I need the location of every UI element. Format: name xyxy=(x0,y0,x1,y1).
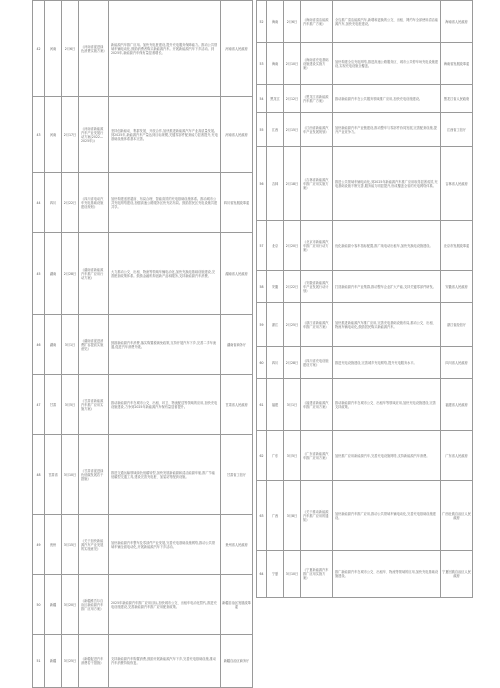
department-cell: 黑龙江省人民政府 xyxy=(441,85,473,113)
row-number: 62 xyxy=(257,431,267,481)
table-row xyxy=(33,315,253,375)
date-cell: 2月17日 xyxy=(62,97,79,173)
department-cell: 广西壮族自治区人民政府 xyxy=(441,481,473,551)
row-number: 64 xyxy=(257,551,267,598)
document-page xyxy=(32,0,472,687)
policy-name-cell: 《四川省电动汽车充电基础设施建设规划》 xyxy=(79,173,109,233)
policy-name-cell: 《江西省新能源汽车产业发展规划》 xyxy=(301,113,333,147)
department-cell: 安徽省人民政府 xyxy=(441,271,473,303)
policy-name-cell: 《吉林省新能源汽车推广应用实施方案》 xyxy=(301,147,333,221)
region-cell: 新疆 xyxy=(45,635,62,688)
region-cell: 海南 xyxy=(267,43,284,85)
table-row xyxy=(257,1,473,43)
table-row xyxy=(257,113,473,147)
row-number: 52 xyxy=(257,1,267,43)
policy-name-cell: 《新疆促进汽车消费若干措施》 xyxy=(79,635,109,688)
department-cell: 新疆自治区商务厅 xyxy=(221,635,253,688)
row-number: 63 xyxy=(257,481,267,551)
department-cell: 宁夏回族自治区人民政府 xyxy=(441,551,473,598)
date-cell: 2月6日 xyxy=(284,1,301,43)
department-cell: 甘肃省人民政府 xyxy=(221,375,253,435)
department-cell: 海南省人民政府 xyxy=(441,1,473,43)
policy-content-cell: 加快新能源汽车产业链建设,推动整车与零部件协同发展,完善配套设施,提升产业竞争力。 xyxy=(333,113,441,147)
table-row xyxy=(257,147,473,221)
department-cell: 湖南省人民政府 xyxy=(221,233,253,315)
date-cell: 2月22日 xyxy=(62,173,79,233)
table-row xyxy=(257,85,473,113)
table-row xyxy=(33,435,253,515)
region-cell: 四川 xyxy=(45,173,62,233)
date-cell: 2月10日 xyxy=(284,43,301,85)
policy-name-cell: 《河南省新能源汽车产业发展行动方案(2022—2025年)》 xyxy=(79,97,109,173)
date-cell: 2月20日 xyxy=(284,221,301,271)
region-cell: 湖南 xyxy=(45,315,62,375)
policy-name-cell: 《四川省充电设施建设方案》 xyxy=(301,347,333,379)
region-cell: 黑龙江 xyxy=(267,85,284,113)
department-cell: 广东省人民政府 xyxy=(441,431,473,481)
row-number: 58 xyxy=(257,271,267,303)
date-cell: 3月1日 xyxy=(62,315,79,375)
region-cell: 河南 xyxy=(45,97,62,173)
row-number: 46 xyxy=(33,315,45,375)
region-cell: 宁夏 xyxy=(267,551,284,598)
region-cell: 福建 xyxy=(267,379,284,431)
policy-content-cell: 新能源汽车推广应用。加快充电桩建设,提升充电服务保障能力。推动公共领域车辆电动化,鼓励消费者购买新能源汽车。开展新能源汽车下乡活动。到2025年,新能源汽车保有量显著增长。 xyxy=(109,1,221,97)
policy-table-right xyxy=(256,0,473,598)
row-number: 55 xyxy=(257,113,267,147)
date-cell: 2月15日 xyxy=(284,113,301,147)
department-cell: 河南省人民政府 xyxy=(221,97,253,173)
department-cell: 湖南省商务厅 xyxy=(221,315,253,375)
region-cell: 四川 xyxy=(267,347,284,379)
table-row xyxy=(257,551,473,598)
department-cell: 北京市发展改革委 xyxy=(441,221,473,271)
row-number: 60 xyxy=(257,347,267,379)
table-row xyxy=(257,481,473,551)
region-cell: 浙江 xyxy=(267,303,284,347)
date-cell: 2月22日 xyxy=(284,271,301,303)
policy-content-cell: 坚持创新驱动、集群发展、开放合作,加快推进新能源汽车产业高质量发展。到2025年,新能源汽车产量达到目标规模,关键零部件配套能力显著提升,充电基础设施体系基本完善。 xyxy=(109,97,221,173)
region-cell: 广西 xyxy=(267,481,284,551)
date-cell: 2月28日 xyxy=(284,347,301,379)
date-cell: 3月1日 xyxy=(284,379,301,431)
table-row xyxy=(257,379,473,431)
table-row xyxy=(257,347,473,379)
row-number: 59 xyxy=(257,303,267,347)
policy-content-cell: 加快新能源汽车推广应用,推动公共领域车辆电动化,完善充电基础设施建设。 xyxy=(333,481,441,551)
region-cell: 甘肃省 xyxy=(45,435,62,515)
policy-name-cell: 《关于加快新能源汽车产业发展的实施意见》 xyxy=(79,515,109,575)
date-cell: 3月8日 xyxy=(284,481,301,551)
policy-content-cell: 优化新能源小客车指标配置,推广纯电动出租车,加快充换电设施建设。 xyxy=(333,221,441,271)
row-number: 47 xyxy=(33,375,45,435)
date-cell: 2月28日 xyxy=(62,233,79,315)
department-cell: 江西省工信厅 xyxy=(441,113,473,147)
date-cell: 3月10日 xyxy=(62,435,79,515)
row-number: 56 xyxy=(257,147,267,221)
region-cell: 新疆 xyxy=(45,575,62,635)
row-number: 51 xyxy=(33,635,45,688)
policy-content-cell: 推进交通运输领域绿色低碳转型,加快发展新能源和清洁能源车船,推广节能低碳型交通工具,建设完善充电桩、加氢站等配套设施。 xyxy=(109,435,221,515)
row-number: 54 xyxy=(257,85,267,113)
table-row xyxy=(33,1,253,97)
region-cell: 安徽 xyxy=(267,271,284,303)
date-cell: 3月10日 xyxy=(284,551,301,598)
table-row xyxy=(33,575,253,635)
policy-name-cell: 《福建省新能源汽车推广应用方案》 xyxy=(301,379,333,431)
date-cell: 2月12日 xyxy=(284,85,301,113)
policy-content-cell: 打造新能源汽车产业集群,推动整车企业扩大产能,支持关键零部件研发。 xyxy=(333,271,441,303)
row-number: 45 xyxy=(33,233,45,315)
row-number: 53 xyxy=(257,43,267,85)
row-number: 61 xyxy=(257,379,267,431)
table-row xyxy=(33,515,253,575)
table-row xyxy=(33,173,253,233)
row-number: 50 xyxy=(33,575,45,635)
policy-content-cell: 推动新能源汽车在公共服务领域推广应用,加快充电设施建设。 xyxy=(333,85,441,113)
policy-name-cell: 《关于推动新能源汽车推广应用的通知》 xyxy=(301,481,333,551)
policy-content-cell: 大力推动公交、出租、物流等领域车辆电动化,加快充换电基础设施建设,完善配套政策体系。鼓励金融机构创新产品和服务,支持新能源汽车消费。 xyxy=(109,233,221,315)
policy-name-cell: 《北京市新能源汽车推广应用行动方案》 xyxy=(301,221,333,271)
policy-content-cell: 全岛推广清洁能源汽车,新增和更换的公交、出租、网约车全部使用清洁能源汽车,加快充电桩建设。 xyxy=(333,1,441,43)
policy-name-cell: 《广东省新能源汽车推广应用方案》 xyxy=(301,431,333,481)
policy-content-cell: 推广新能源汽车在城市公交、出租车、物流等领域的应用,加快充电基础设施建设。 xyxy=(333,551,441,598)
policy-content-cell: 加快推广应用新能源汽车,完善充电设施网络,支持新能源汽车消费。 xyxy=(333,431,441,481)
date-cell: 2月25日 xyxy=(284,303,301,347)
department-cell: 四川省人民政府 xyxy=(441,347,473,379)
region-cell: 河南 xyxy=(45,1,62,97)
policy-content-cell: 推动新能源汽车在城市公交、出租车等领域应用,加快充电设施建设,完善支持政策。 xyxy=(333,379,441,431)
table-row xyxy=(33,635,253,688)
row-number: 48 xyxy=(33,435,45,515)
policy-name-cell: 《甘肃省促进绿色低碳发展若干措施》 xyxy=(79,435,109,515)
table-row xyxy=(33,97,253,173)
table-row xyxy=(257,431,473,481)
policy-content-cell: 推动新能源汽车在城市公交、出租、环卫、物流配送等领域的应用,加快充电设施建设,力争到2025年新能源汽车保有量显著提升。 xyxy=(109,375,221,435)
policy-content-cell: 鼓励新能源汽车消费,落实购置税减免政策,支持开展汽车下乡,完善二手车流通,促进汽车消费升级。 xyxy=(109,315,221,375)
department-cell: 新疆自治区发展改革委 xyxy=(221,575,253,635)
department-cell: 浙江省经信厅 xyxy=(441,303,473,347)
policy-content-cell: 推进充电设施建设,完善城乡充电网络,提升充电服务水平。 xyxy=(333,347,441,379)
row-number: 44 xyxy=(33,173,45,233)
policy-name-cell: 《海南省清洁能源汽车推广方案》 xyxy=(301,1,333,43)
policy-content-cell: 加快构建全岛充电网络,推进高速公路服务区、城市公共停车场充电设施建设,实现充电设施全覆盖。 xyxy=(333,43,441,85)
table-row xyxy=(257,303,473,347)
region-cell: 贵州 xyxy=(45,515,62,575)
policy-name-cell: 《安徽省新能源汽车产业发展行动计划》 xyxy=(301,271,333,303)
policy-name-cell: 《湖南省促进消费扩容提质实施意见》 xyxy=(79,315,109,375)
policy-table-left xyxy=(32,0,253,688)
region-cell: 湖南 xyxy=(45,233,62,315)
policy-name-cell: 《海南省充电基础设施建设实施方案》 xyxy=(301,43,333,85)
policy-name-cell: 《宁夏新能源汽车推广应用实施方案》 xyxy=(301,551,333,598)
policy-content-cell: 加快新能源汽车整车及零部件产业发展,完善充电基础设施网络,推动公共领域车辆全面电动化,开展新能源汽车下乡活动。 xyxy=(109,515,221,575)
policy-name-cell: 《河南省促进绿色消费实施方案》 xyxy=(79,1,109,97)
policy-name-cell: 《浙江省新能源汽车推广应用方案》 xyxy=(301,303,333,347)
policy-name-cell: 《湖南省新能源汽车推广应用行动方案》 xyxy=(79,233,109,315)
department-cell: 海南省发展改革委 xyxy=(441,43,473,85)
policy-content-cell: 加快推进新能源汽车推广应用,完善充电基础设施布局,推动公交、出租、物流车辆电动化,鼓励居民购买新能源汽车。 xyxy=(333,303,441,347)
table-row xyxy=(33,375,253,435)
policy-content-cell: 2025年新能源汽车推广应用目标,加快城市公交、出租车电动化替代,推进充电设施建设,完善新能源汽车推广应用配套政策。 xyxy=(109,575,221,635)
table-row xyxy=(257,43,473,85)
date-cell: 3月5日 xyxy=(284,431,301,481)
department-cell: 河南省人民政府 xyxy=(221,1,253,97)
policy-content-cell: 支持新能源汽车购置消费,鼓励开展新能源汽车下乡,完善充电基础设施,推动汽车消费持续恢复。 xyxy=(109,635,221,688)
row-number: 57 xyxy=(257,221,267,271)
table-row xyxy=(33,233,253,315)
table-row xyxy=(257,221,473,271)
policy-content-cell: 推进公共领域车辆电动化,到2025年新能源汽车推广应用取得显著成效,充电基础设施不断完善,服务能力明显提升,形成覆盖全省的充电网络体系。 xyxy=(333,147,441,221)
policy-content-cell: 加快构建适度超前、布局合理、智能高效的充电基础设施体系。推动城市公共充电网络建设,加强高速公路服务区快充站布局。鼓励居民区充电设施共建共享。 xyxy=(109,173,221,233)
department-cell: 甘肃省工信厅 xyxy=(221,435,253,515)
date-cell: 3月25日 xyxy=(62,635,79,688)
region-cell: 广东 xyxy=(267,431,284,481)
region-cell: 甘肃 xyxy=(45,375,62,435)
date-cell: 3月5日 xyxy=(62,375,79,435)
date-cell: 3月15日 xyxy=(62,515,79,575)
date-cell: 2月18日 xyxy=(284,147,301,221)
table-row xyxy=(257,271,473,303)
department-cell: 四川省发展改革委 xyxy=(221,173,253,233)
row-number: 49 xyxy=(33,515,45,575)
policy-name-cell: 《新疆维吾尔自治区新能源汽车推广应用方案》 xyxy=(79,575,109,635)
region-cell: 江西 xyxy=(267,113,284,147)
region-cell: 吉林 xyxy=(267,147,284,221)
region-cell: 海南 xyxy=(267,1,284,43)
policy-name-cell: 《甘肃省新能源汽车推广应用实施方案》 xyxy=(79,375,109,435)
department-cell: 吉林省人民政府 xyxy=(441,147,473,221)
date-cell: 2月6日 xyxy=(62,1,79,97)
department-cell: 福建省人民政府 xyxy=(441,379,473,431)
row-number: 42 xyxy=(33,1,45,97)
row-number: 43 xyxy=(33,97,45,173)
department-cell: 贵州省人民政府 xyxy=(221,515,253,575)
date-cell: 3月20日 xyxy=(62,575,79,635)
policy-name-cell: 《黑龙江省新能源汽车推广方案》 xyxy=(301,85,333,113)
region-cell: 北京 xyxy=(267,221,284,271)
